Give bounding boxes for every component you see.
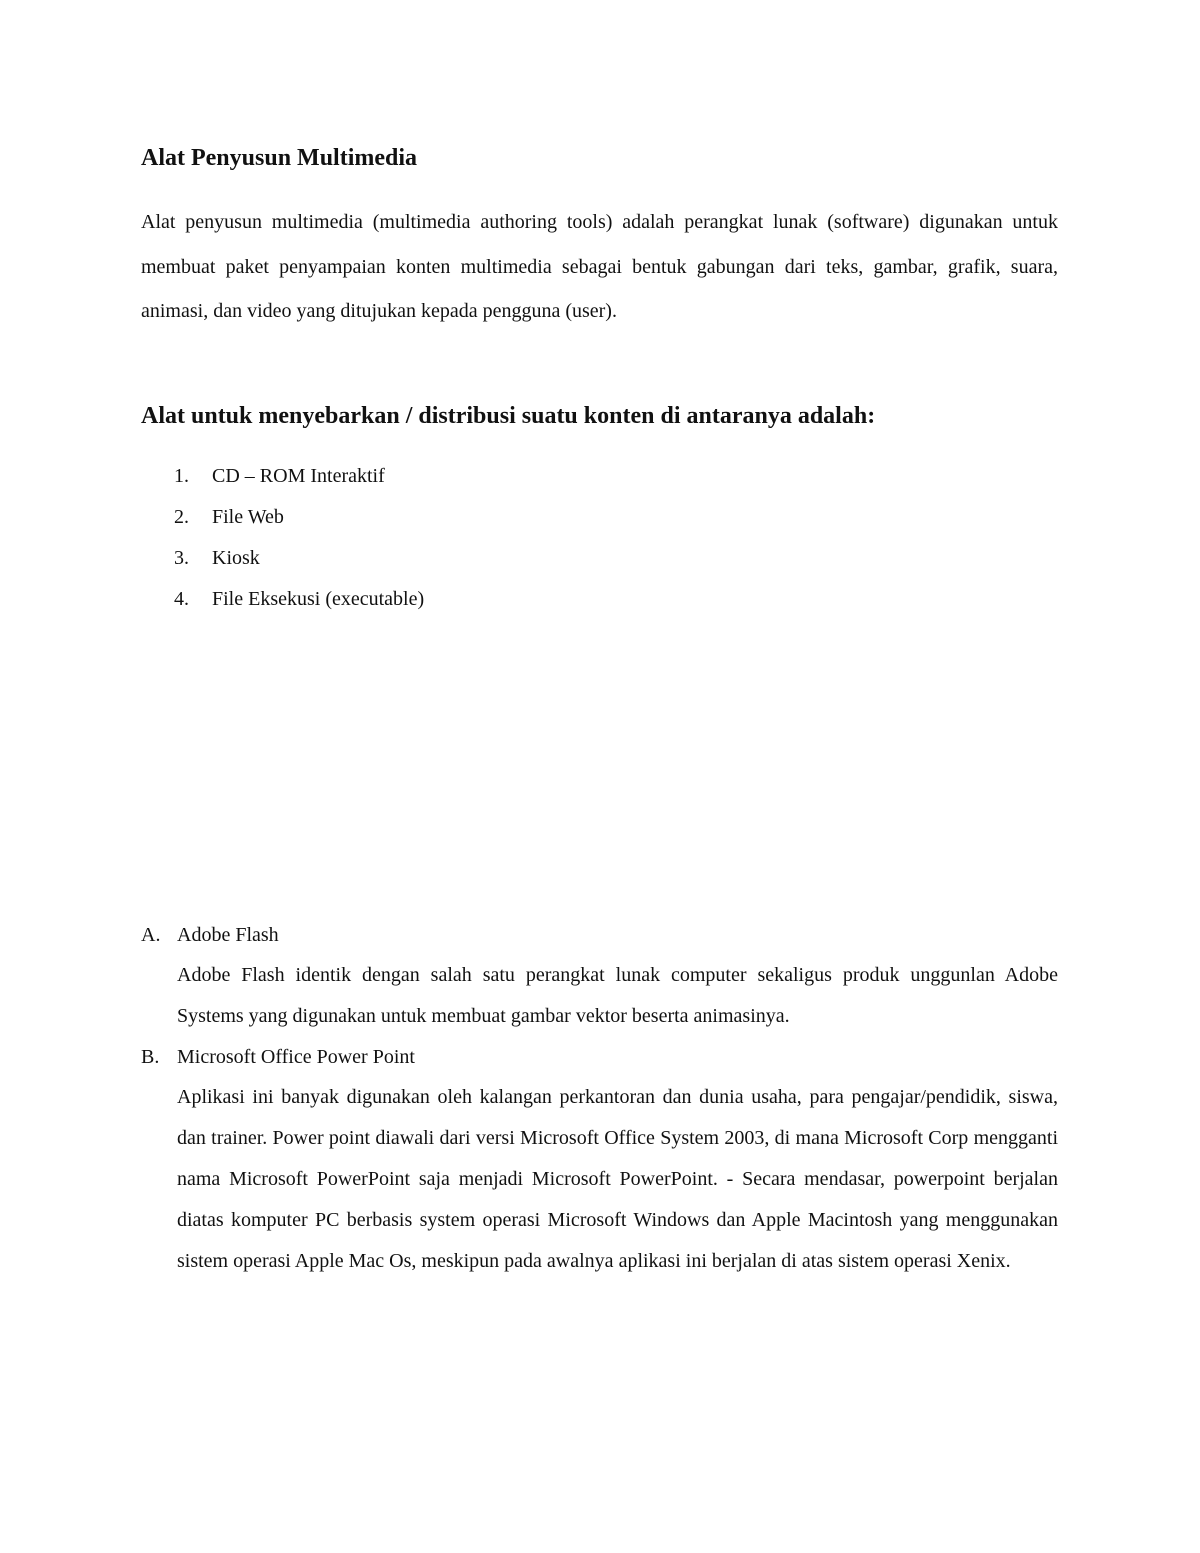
list-item-text: File Eksekusi (executable)	[212, 588, 425, 610]
section-body: Adobe Flash identik dengan salah satu perangkat lunak computer sekaligus produk unggunlan Adobe Systems yang digunakan untuk membuat gambar vektor beserta animasinya.	[177, 964, 1058, 1027]
section-body: Aplikasi ini banyak digunakan oleh kalangan perkantoran dan dunia usaha, para pengajar/pendidik, siswa, dan trainer. Power point diawali dari versi Microsoft Office System 2003, di mana Microsoft Corp mengganti nama Microsoft PowerPoint saja menjadi Microsoft PowerPoint. - Secara mendasar, powerpoint berjalan diatas komputer PC berbasis system operasi Microsoft Windows dan Apple Macintosh yang menggunakan sistem operasi Apple Mac Os, meskipun pada awalnya aplikasi ini berjalan di atas sistem operasi Xenix.	[177, 1086, 1058, 1272]
section-title: Microsoft Office Power Point	[177, 1046, 415, 1068]
list-item-number: 3.	[174, 547, 189, 569]
list-item-text: CD – ROM Interaktif	[212, 465, 385, 487]
section-letter: A.	[141, 924, 161, 946]
list-item-number: 4.	[174, 588, 189, 610]
list-item-text: Kiosk	[212, 547, 260, 569]
intro-paragraph: Alat penyusun multimedia (multimedia authoring tools) adalah perangkat lunak (software) digunakan untuk membuat paket penyampaian konten multimedia sebagai bentuk gabungan dari teks, gambar, grafik, suara, animasi, dan video yang ditujukan kepada pengguna (user).	[141, 211, 1058, 322]
list-item-number: 2.	[174, 506, 189, 528]
distribution-heading: Alat untuk menyebarkan / distribusi suatu konten di antaranya adalah:	[141, 403, 876, 429]
section-title: Adobe Flash	[177, 924, 279, 946]
page-title: Alat Penyusun Multimedia	[141, 145, 418, 171]
list-item-number: 1.	[174, 465, 189, 487]
section-letter: B.	[141, 1046, 160, 1068]
list-item-text: File Web	[212, 506, 284, 528]
